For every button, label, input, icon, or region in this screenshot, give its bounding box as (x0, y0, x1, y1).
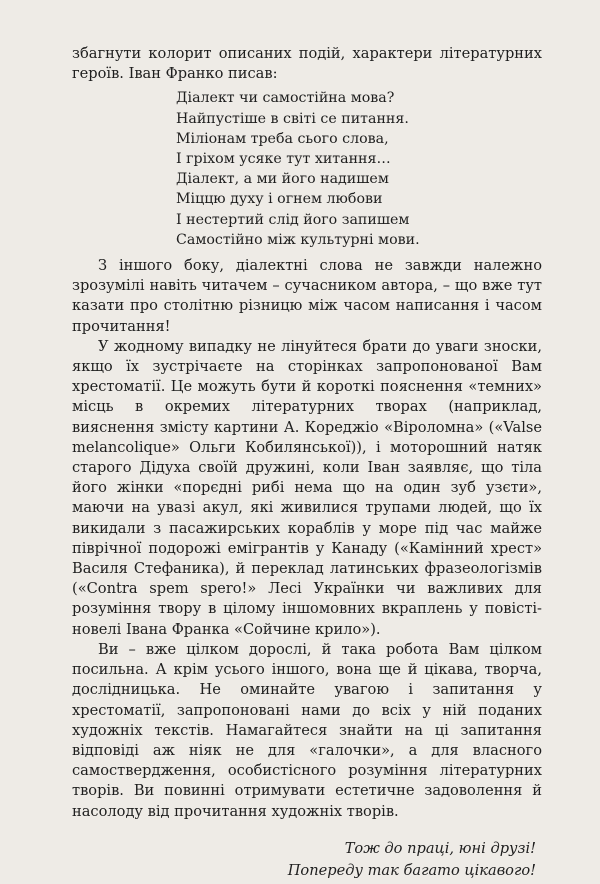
closing-wish (72, 838, 542, 882)
poem-line: Міліонам треба сього слова, (176, 130, 389, 147)
paragraph-footnotes: У жодному випадку не лінуйтеся брати до уваги зноски, якщо їх зустрічаєте на сторінках запропонованої Вам хрестоматії. Це можуть бути й короткі пояснення «темних» місць в окремих літературних творах (наприклад, вияснення змісту картини А. Кореджіо «Віроломна» («Valse melancolique» Ольги Кобилянської)), і моторошний натяк старого Дідуха своїй дружині, коли Іван заявляє, що тіла його жінки «порєдні рибі нема що на один зуб узєти», маючи на увазі акул, які живилися трупами людей, що їх викидали з пасажирських кораблів у море під час майже піврічної подорожі емігрантів у Канаду («Камінний хрест» Василя Стефаника), й переклад латинських фразеологізмів («Contra spem spero!» Лесі Українки чи важливих для розуміння твору в цілому іншомовних вкраплень у повісті-новелі Івана Франка «Сойчине крило»). (72, 337, 542, 638)
poem-line: Самостійно між культурні мови. (176, 231, 420, 248)
poem-line: Діалект, а ми його надишем (176, 171, 389, 188)
closing-line: Тож до праці, юні друзі! (344, 839, 536, 857)
poem-line: Найпустіше в світі се питання. (176, 110, 409, 127)
paragraph-questions: Ви – вже цілком дорослі, й така робота Вам цілком посильна. А крім усього іншого, вона ще й цікава, творча, дослідницька. Не оминайте увагою і запитання у хрестоматії, запропоновані нами до всіх у ній поданих художніх текстів. Намагайтеся знайти на ці запитання відповіді аж ніяк не для «галочки», а для власного самоствердження, особистісного розуміння літературних творів. Ви повинні отримувати естетичне задоволення й насолоду від прочитання художніх творів. (72, 640, 542, 820)
paragraph-dialect-words: З іншого боку, діалектні слова не завжди належно зрозумілі навіть читачем – сучасником автора, – що вже тут казати про столітню різницю між часом написання і часом прочитання! (72, 257, 542, 335)
poem-line: Міццю духу і огнем любови (176, 191, 383, 208)
intro-paragraph: збагнути колорит описаних подій, характери літературних героїв. Іван Франко писав: (72, 45, 542, 83)
poem-line: І нестертий слід його запишем (176, 211, 410, 228)
poem-line: І гріхом усяке тут хитання… (176, 151, 391, 168)
poem-quote (176, 88, 542, 250)
closing-line: Попереду так багато цікавого! (287, 861, 536, 879)
poem-line: Діалект чи самостійна мова? (176, 90, 395, 107)
